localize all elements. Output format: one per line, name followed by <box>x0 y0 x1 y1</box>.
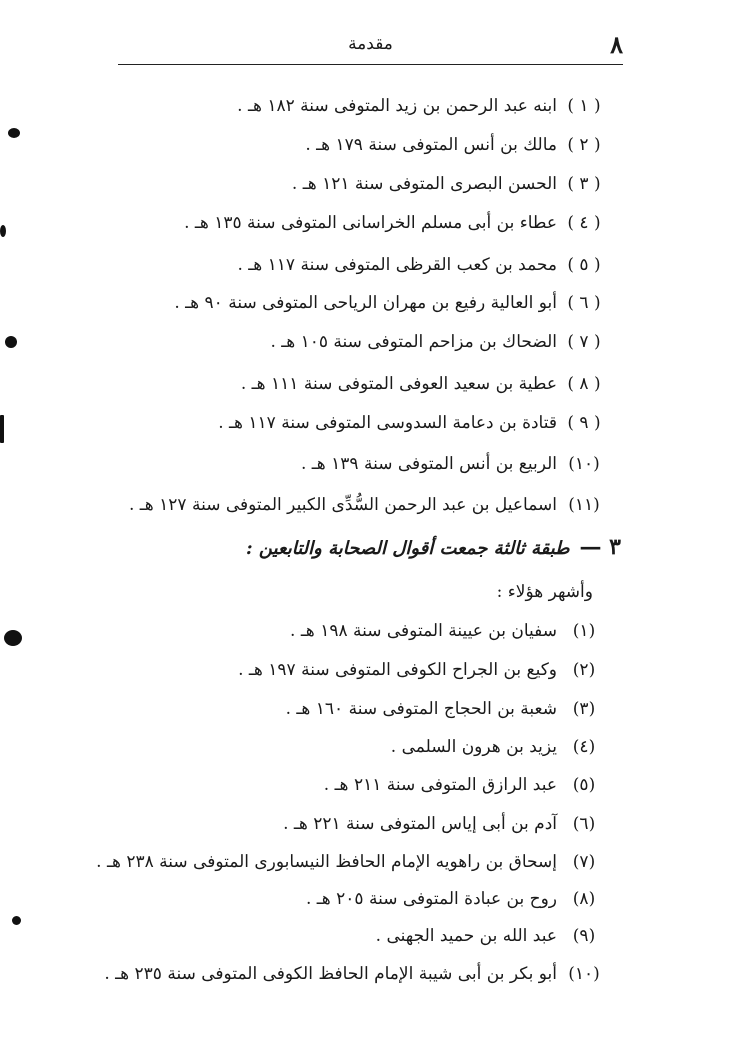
item-number: ( ٦ ) <box>567 293 601 313</box>
page-number: ٨ <box>610 30 623 59</box>
item-number: (٦) <box>572 814 596 834</box>
item-text: الحسن البصرى المتوفى سنة ١٢١ هـ . <box>291 174 557 194</box>
section-title: طبقة ثالثة جمعت أقوال الصحابة والتابعين : <box>246 538 570 559</box>
item-number: (٣) <box>572 699 596 719</box>
item-text: عبد الله بن حميد الجهنى . <box>375 926 557 946</box>
item-number: (٤) <box>572 737 596 757</box>
item-text: أبو العالية رفيع بن مهران الرياحى المتوفى سنة ٩٠ هـ . <box>174 293 557 313</box>
item-text: الضحاك بن مزاحم المتوفى سنة ١٠٥ هـ . <box>270 332 557 352</box>
list-item <box>283 813 601 835</box>
item-number: (٩) <box>572 926 596 946</box>
scan-speck <box>0 225 6 237</box>
item-number: (٧) <box>572 852 596 872</box>
item-text: قتادة بن دعامة السدوسى المتوفى سنة ١١٧ هـ . <box>218 413 557 433</box>
scan-speck <box>4 630 22 646</box>
item-text: مالك بن أنس المتوفى سنة ١٧٩ هـ . <box>305 135 557 155</box>
item-text: الربيع بن أنس المتوفى سنة ١٣٩ هـ . <box>300 454 557 474</box>
section-intro: وأشهر هؤلاء : <box>496 582 593 602</box>
item-text: آدم بن أبى إياس المتوفى سنة ٢٢١ هـ . <box>283 814 557 834</box>
item-text: عطية بن سعيد العوفى المتوفى سنة ١١١ هـ . <box>240 374 557 394</box>
item-text: أبو بكر بن أبى شيبة الإمام الحافظ الكوفى المتوفى سنة ٢٣٥ هـ . <box>104 964 557 984</box>
item-number: (١) <box>572 621 596 641</box>
item-number: ( ٥ ) <box>567 255 601 275</box>
item-text: وكيع بن الجراح الكوفى المتوفى سنة ١٩٧ هـ . <box>238 660 557 680</box>
item-number: (١١) <box>568 495 600 515</box>
list-item <box>96 851 601 873</box>
item-number: (٨) <box>572 889 596 909</box>
scan-speck <box>8 128 20 138</box>
item-text: عطاء بن أبى مسلم الخراسانى المتوفى سنة ١٣٥ هـ . <box>184 213 557 233</box>
scan-speck <box>5 336 17 348</box>
item-number: (٥) <box>572 775 596 795</box>
item-text: شعبة بن الحجاج المتوفى سنة ١٦٠ هـ . <box>285 699 557 719</box>
item-number: ( ٤ ) <box>567 213 601 233</box>
item-number: (٢) <box>572 660 596 680</box>
list-item <box>218 412 601 434</box>
section-heading <box>246 536 621 560</box>
item-number: ( ١ ) <box>567 96 601 116</box>
list-item <box>376 925 601 947</box>
item-text: اسماعيل بن عبد الرحمن السُّدِّى الكبير المتوفى سنة ١٢٧ هـ . <box>128 495 557 515</box>
item-number: ( ٨ ) <box>567 374 601 394</box>
list-item <box>292 173 601 195</box>
list-item <box>129 494 601 516</box>
scan-speck <box>0 415 4 443</box>
list-item <box>270 331 601 353</box>
item-number: ( ٧ ) <box>567 332 601 352</box>
list-item <box>301 453 601 475</box>
list-item <box>306 888 601 910</box>
scan-speck <box>12 916 21 925</box>
item-text: روح بن عبادة المتوفى سنة ٢٠٥ هـ . <box>305 889 557 909</box>
list-item <box>324 774 601 796</box>
header-rule <box>118 64 623 65</box>
item-number: (١٠) <box>568 454 600 474</box>
item-number: (١٠) <box>568 964 600 984</box>
list-item <box>290 620 601 642</box>
item-number: ( ٢ ) <box>567 135 601 155</box>
item-text: محمد بن كعب القرظى المتوفى سنة ١١٧ هـ . <box>237 255 557 275</box>
item-text: سفيان بن عيينة المتوفى سنة ١٩٨ هـ . <box>290 621 557 641</box>
list-item <box>238 659 601 681</box>
item-text: إسحاق بن راهويه الإمام الحافظ النيسابورى المتوفى سنة ٢٣٨ هـ . <box>96 852 557 872</box>
list-item <box>237 95 601 117</box>
list-item <box>241 373 601 395</box>
list-item <box>305 134 601 156</box>
section-number: ٣ — <box>579 534 621 560</box>
list-item <box>237 254 601 276</box>
list-item <box>174 292 601 314</box>
item-text: عبد الرازق المتوفى سنة ٢١١ هـ . <box>323 775 557 795</box>
item-text: يزيد بن هرون السلمى . <box>390 737 557 757</box>
list-item <box>184 212 601 234</box>
item-number: ( ٩ ) <box>567 413 601 433</box>
running-head: مقدمة <box>348 34 393 54</box>
item-text: ابنه عبد الرحمن بن زيد المتوفى سنة ١٨٢ هـ . <box>237 96 557 116</box>
list-item <box>286 698 601 720</box>
item-number: ( ٣ ) <box>567 174 601 194</box>
list-item <box>391 736 601 758</box>
list-item <box>104 963 601 985</box>
